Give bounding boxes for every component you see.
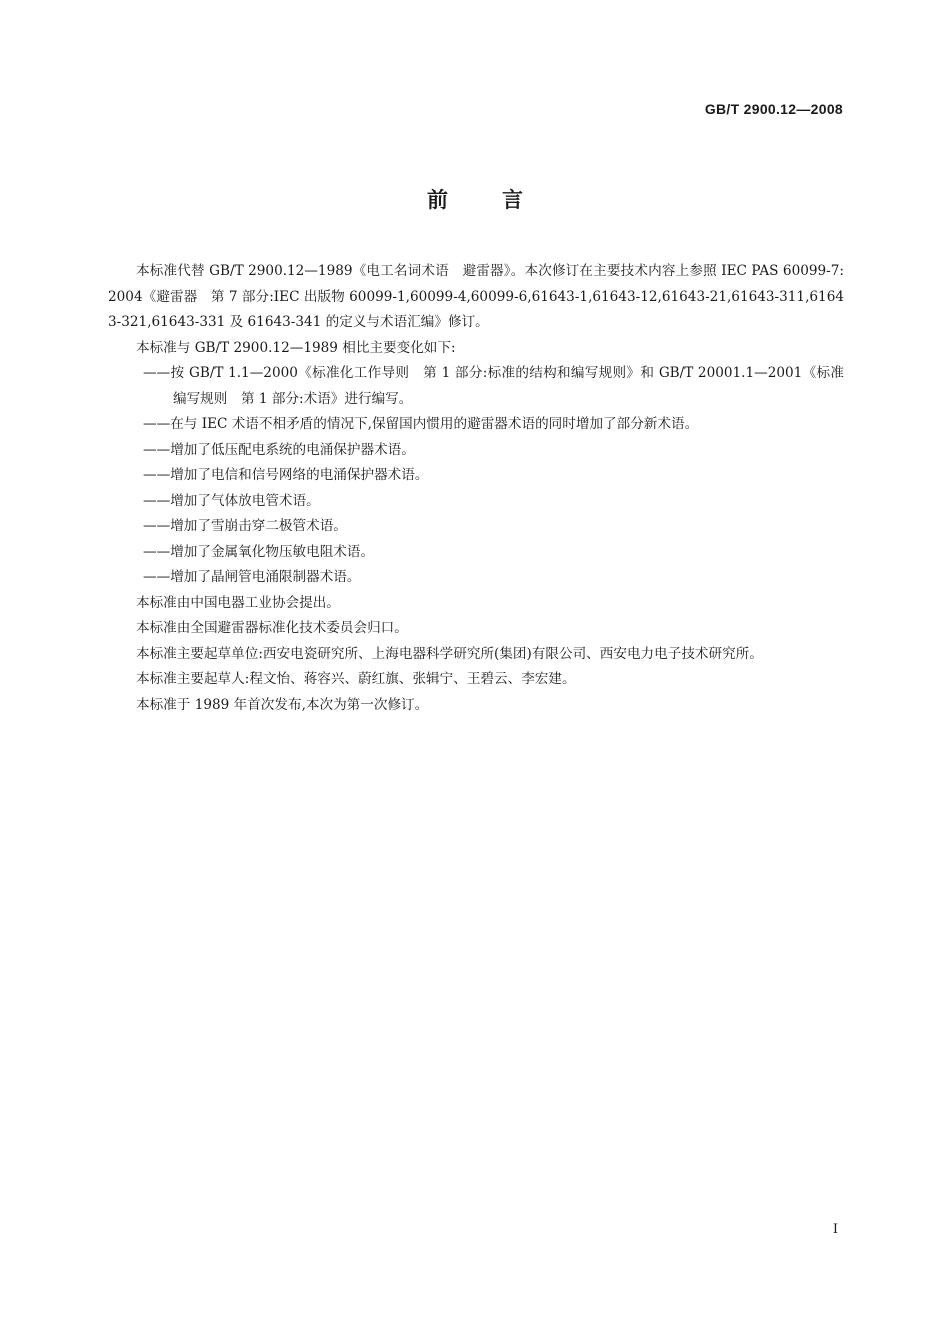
intro-paragraph: 本标准代替 GB/T 2900.12—1989《电工名词术语 避雷器》。本次修订在主要技术内容上参照 IEC PAS 60099-7:2004《避雷器 第 7 部分:IEC 出版物 60099-1,60099-4,60099-6,61643-1,61643-12,61643-21,61643-311,61643-321,61643-331 及 61643-341 的定义与术语汇编》修订。 [108,263,844,330]
change-item: ——增加了电信和信号网络的电涌保护器术语。 [143,467,429,483]
change-item: ——按 GB/T 1.1—2000《标准化工作导则 第 1 部分:标准的结构和编写规则》和 GB/T 20001.1—2001《标准编写规则 第 1 部分:术语》进行编写。 [143,365,844,407]
drafters-paragraph: 本标准主要起草人:程文怡、蒋容兴、蔚红旗、张辑宁、王碧云、李宏建。 [136,671,576,687]
change-item: ——增加了气体放电管术语。 [143,492,320,509]
change-item: ——增加了低压配电系统的电涌保护器术语。 [143,441,415,458]
change-item: ——增加了雪崩击穿二极管术语。 [143,518,347,534]
title-char-1: 前 [427,188,448,212]
change-item: ——增加了金属氧化物压敏电阻术语。 [143,543,375,560]
standard-number: GB/T 2900.12—2008 [704,101,843,117]
page-number: I [832,1222,838,1237]
change-item: ——增加了晶闸管电涌限制器术语。 [143,569,361,585]
centralized-by-paragraph: 本标准由全国避雷器标准化技术委员会归口。 [136,620,408,636]
title-char-2: 言 [502,188,523,212]
page-title [0,184,950,214]
drafting-units-paragraph: 本标准主要起草单位:西安电瓷研究所、上海电器科学研究所(集团)有限公司、西安电力电子技术研究所。 [136,645,763,662]
foreword-body [108,259,844,718]
change-item: ——在与 IEC 术语不相矛盾的情况下,保留国内惯用的避雷器术语的同时增加了部分新术语。 [143,416,699,432]
changes-intro-paragraph: 本标准与 GB/T 2900.12—1989 相比主要变化如下: [136,339,456,356]
proposed-by-paragraph: 本标准由中国电器工业协会提出。 [136,594,340,611]
history-paragraph: 本标准于 1989 年首次发布,本次为第一次修订。 [136,696,429,713]
